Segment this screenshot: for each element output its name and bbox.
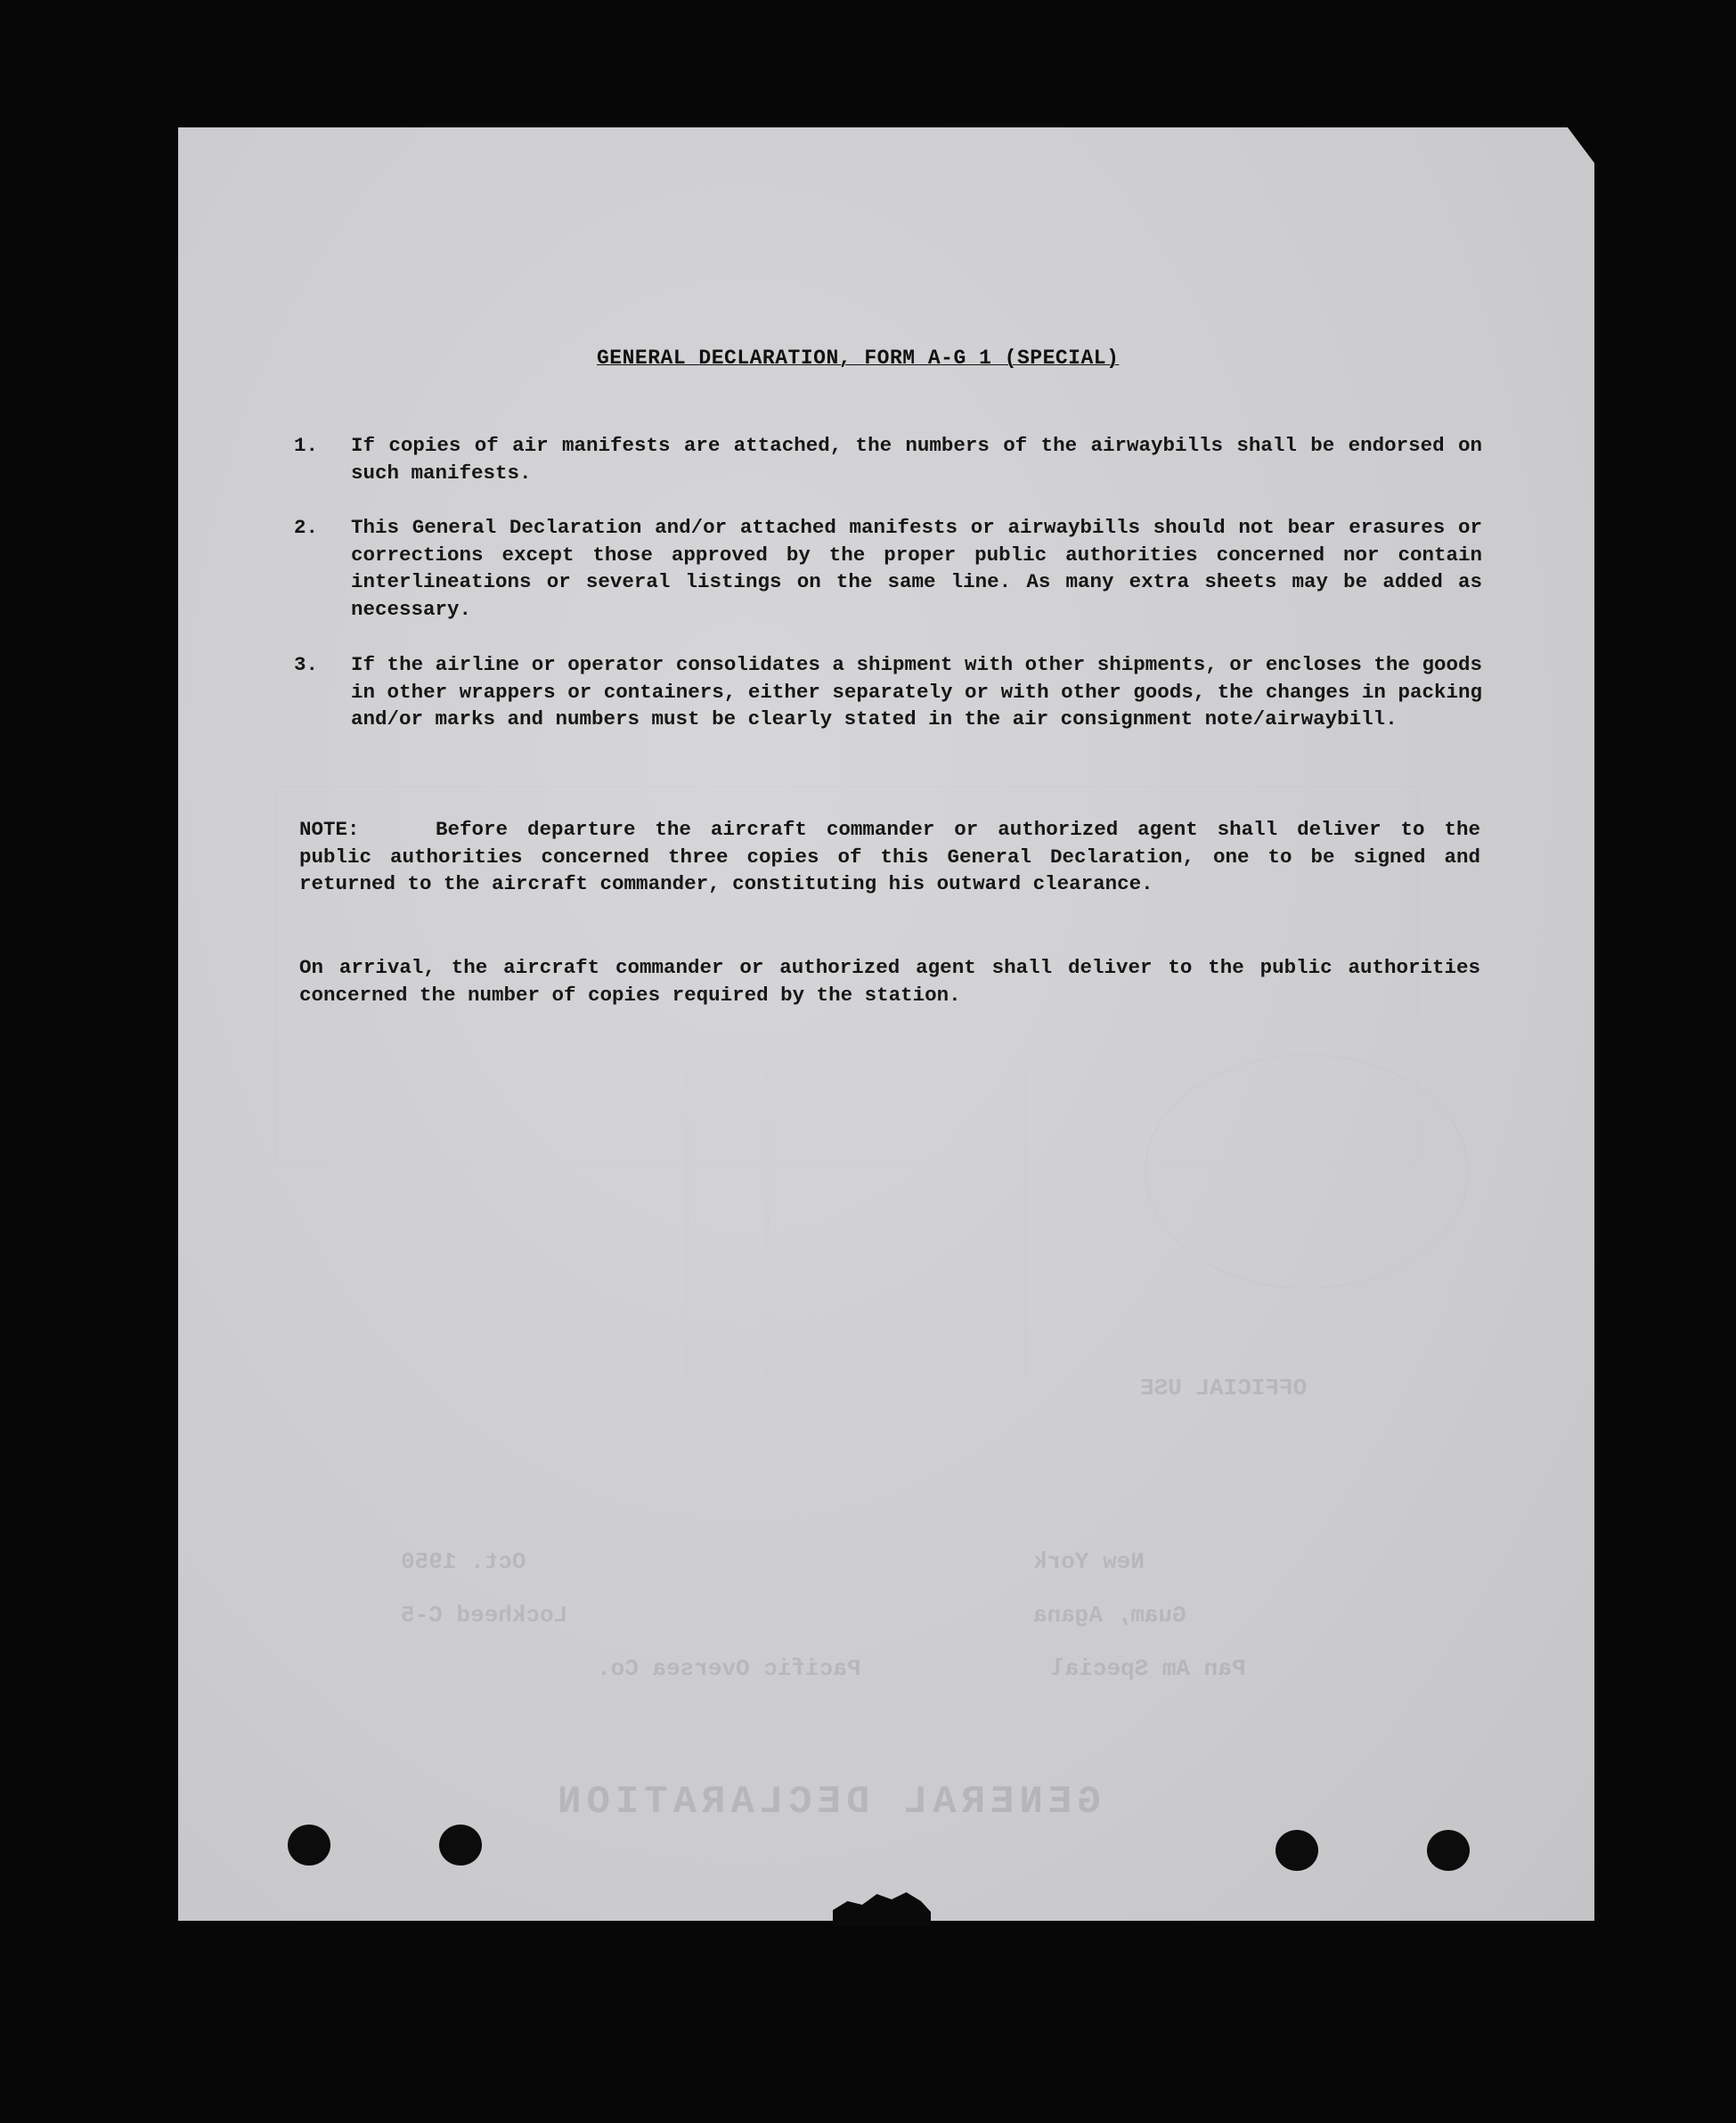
note-paragraph bbox=[299, 816, 1480, 898]
binder-hole bbox=[439, 1825, 482, 1866]
reverse-side-bleed-through: GENERAL DECLARATION Pan Am Special Pacific Oversea Co. Guam, Agana Lockheed C-5 New York Oct. 1950 OFFICIAL USE bbox=[178, 127, 1594, 1921]
list-item-text: This General Declaration and/or attached manifests or airwaybills should not bear erasures or corrections except those approved by the proper public authorities concerned nor contain interlineations or several listings on the same line. As many extra sheets may be added as necessary. bbox=[351, 516, 1482, 621]
list-item-number: 3. bbox=[294, 653, 319, 676]
paper-sheet bbox=[178, 127, 1594, 1921]
note-label: NOTE: bbox=[299, 818, 360, 841]
list-item-text: If copies of air manifests are attached, the numbers of the airwaybills shall be endorsed on such manifests. bbox=[351, 434, 1482, 485]
note-text: Before departure the aircraft commander or authorized agent shall deliver to the public authorities concerned three copies of this General Declaration, one to be signed and returned to the aircraft commander, constituting his outward clearance. bbox=[299, 818, 1480, 895]
list-item-number: 1. bbox=[294, 434, 319, 457]
document-title: GENERAL DECLARATION, FORM A-G 1 (SPECIAL) bbox=[597, 347, 1120, 370]
binder-hole bbox=[1427, 1830, 1470, 1871]
list-item-text: If the airline or operator consolidates a shipment with other shipments, or encloses the goods in other wrappers or containers, either separately or with other goods, the changes in packing and/or marks and numbers must be clearly stated in the air consignment note/airwaybill. bbox=[351, 653, 1482, 731]
arrival-paragraph: On arrival, the aircraft commander or authorized agent shall deliver to the public authorities concerned the number of copies required by the station. bbox=[299, 956, 1480, 1007]
list-item-number: 2. bbox=[294, 516, 319, 539]
binder-hole bbox=[288, 1825, 330, 1866]
binder-hole bbox=[1276, 1830, 1318, 1871]
folded-corner bbox=[1568, 127, 1594, 163]
